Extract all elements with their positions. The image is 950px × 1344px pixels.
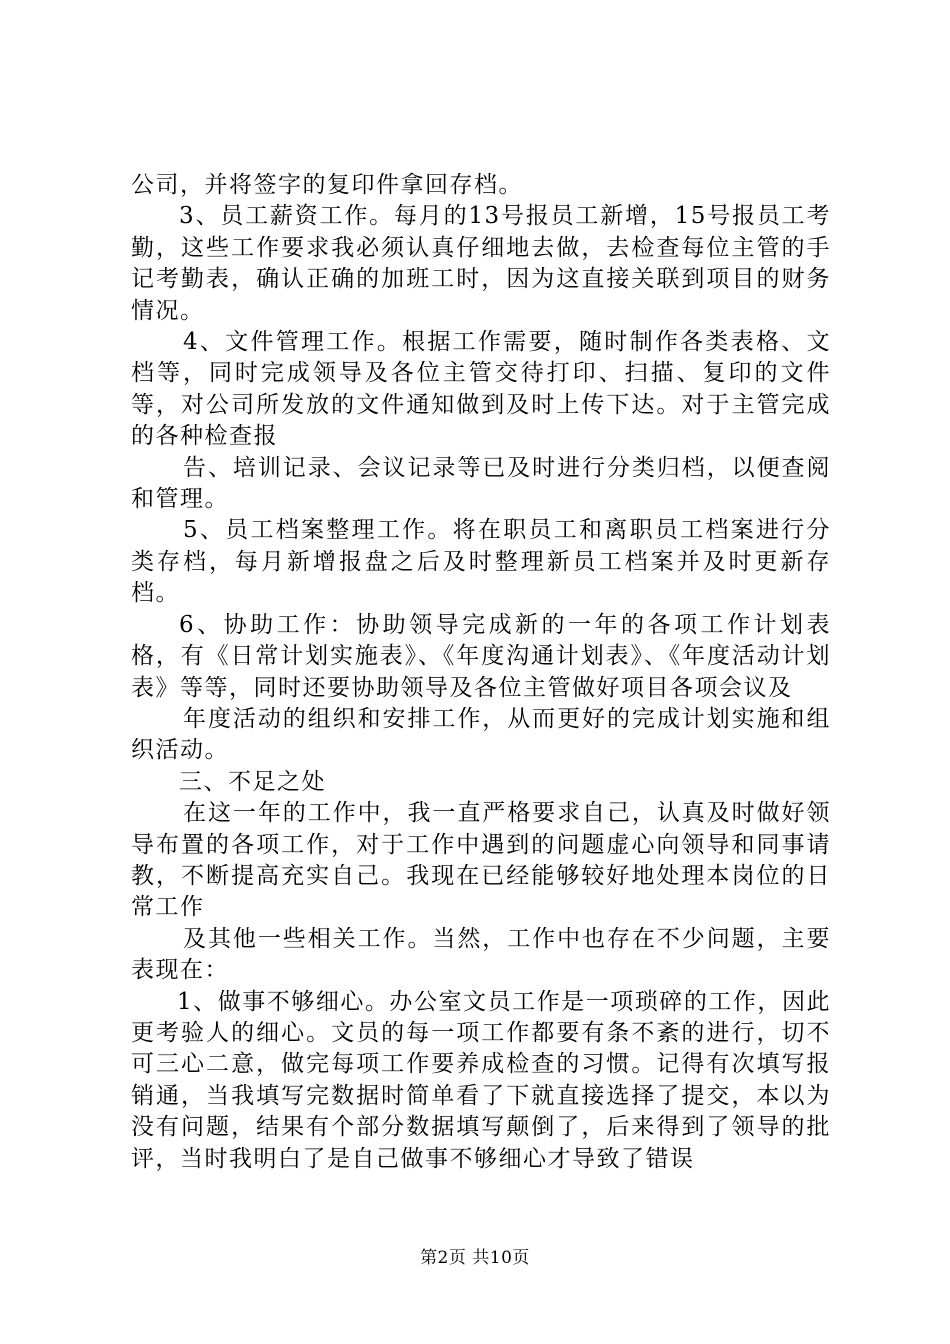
paragraph-year-review: 在这一年的工作中，我一直严格要求自己，认真及时做好领导布置的各项工作，对于工作中遇到的问题虚心向领导和同事请教，不断提高充实自己。我现在已经能够较好地处理本岗位的日常工作 bbox=[131, 800, 831, 921]
paragraph-employee-records: 5、员工档案整理工作。将在职员工和离职员工档案进行分类存档，每月新增报盘之后及时整理新员工档案并及时更新存档。 bbox=[131, 517, 831, 607]
paragraph-archive-closing: 公司，并将签字的复印件拿回存档。 bbox=[131, 172, 523, 198]
paragraph-year-review-continued: 及其他一些相关工作。当然，工作中也存在不少问题，主要表现在： bbox=[131, 925, 831, 984]
paragraph-salary-work: 3、员工薪资工作。每月的13号报员工新增，15号报员工考勤，这些工作要求我必须认真仔细地去做，去检查每位主管的手记考勤表，确认正确的加班工时，因为这直接关联到项目的财务情况。 bbox=[131, 203, 831, 324]
page-number-footer: 第2页 共10页 bbox=[420, 1248, 530, 1268]
paragraph-file-management: 4、文件管理工作。根据工作需要，随时制作各类表格、文档等，同时完成领导及各位主管交待打印、扫描、复印的文件等，对公司所发放的文件通知做到及时上传下达。对于主管完成的各种检查报 bbox=[131, 329, 831, 450]
paragraph-assist-work: 6、协助工作：协助领导完成新的一年的各项工作计划表格，有《日常计划实施表》、《年度沟通计划表》、《年度活动计划表》等等，同时还要协助领导及各位主管做好项目各项会议及 bbox=[131, 611, 831, 701]
paragraph-not-careful: 1、做事不够细心。办公室文员工作是一项琐碎的工作，因此更考验人的细心。文员的每一项工作都要有条不紊的进行，切不可三心二意，做完每项工作要养成检查的习惯。记得有次填写报销通，当我填写完数据时简单看了下就直接选择了提交，本以为没有问题，结果有个部分数据填写颠倒了，后来得到了领导的批评，当时我明白了是自己做事不够细心才导致了错误 bbox=[131, 988, 831, 1172]
paragraph-assist-work-continued: 年度活动的组织和安排工作，从而更好的完成计划实施和组织活动。 bbox=[131, 705, 831, 764]
paragraph-file-management-continued: 告、培训记录、会议记录等已及时进行分类归档，以便查阅和管理。 bbox=[131, 454, 831, 513]
section-heading-shortcomings: 三、不足之处 bbox=[179, 768, 326, 795]
document-body bbox=[131, 170, 831, 1175]
